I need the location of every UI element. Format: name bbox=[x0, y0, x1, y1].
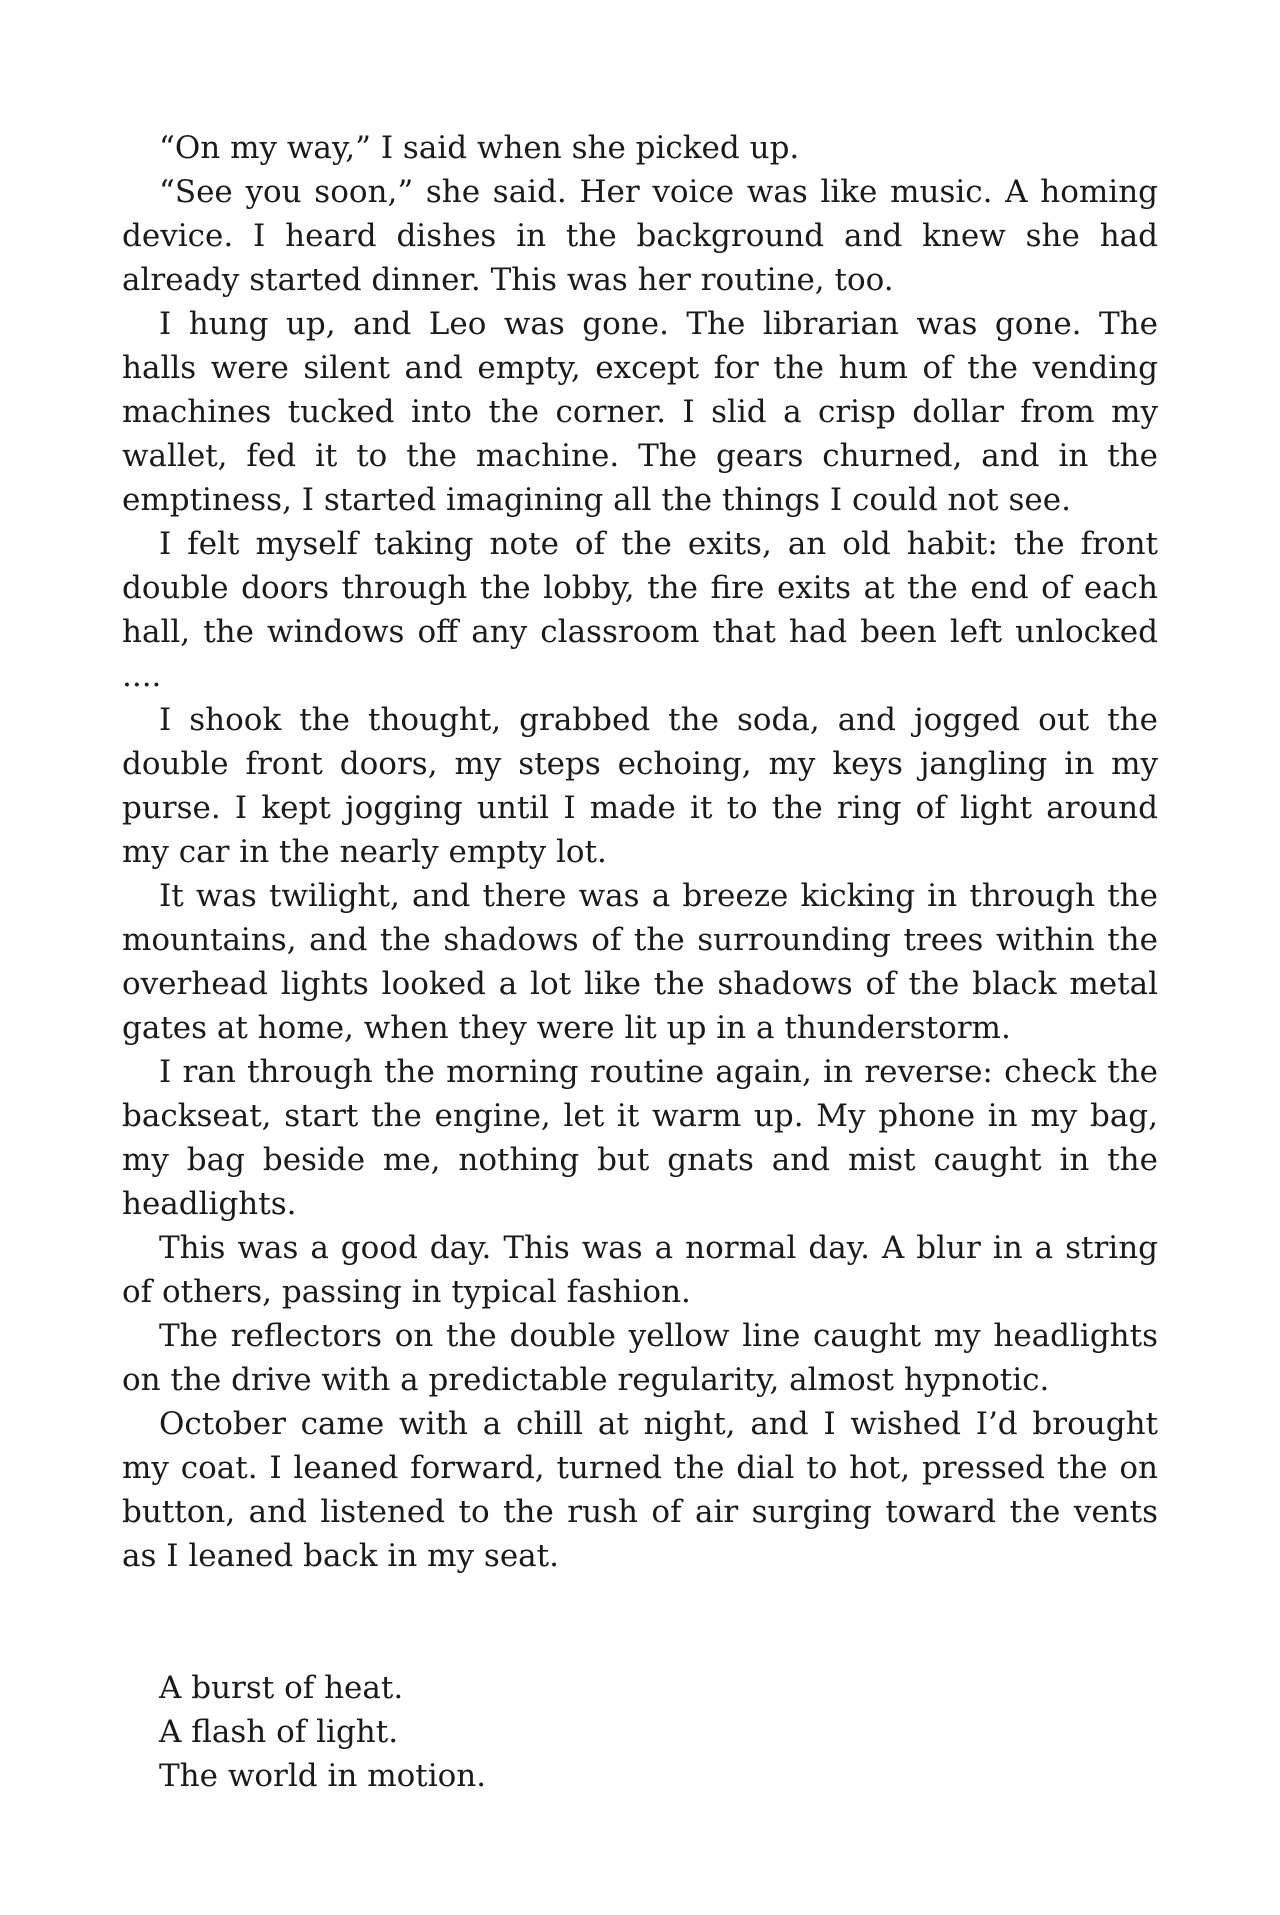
paragraph: I shook the thought, grabbed the soda, and jogged out the double front doors, my steps echoing, my keys jangling in my purse. I kept jogging until I made it to the ring of light around my car in the nearly empty lot. bbox=[122, 702, 1158, 870]
section-break bbox=[122, 1578, 1158, 1666]
paragraph: “On my way,” I said when she picked up. bbox=[159, 130, 800, 166]
coda-line: A burst of heat. bbox=[159, 1670, 404, 1706]
coda-line: A flash of light. bbox=[159, 1714, 399, 1750]
paragraph: I ran through the morning routine again, in reverse: check the backseat, start the engine, let it warm up. My phone in my bag, my bag beside me, nothing but gnats and mist caught in the headlights. bbox=[122, 1054, 1158, 1222]
paragraph: It was twilight, and there was a breeze kicking in through the mountains, and the shadows of the surrounding trees within the overhead lights looked a lot like the shadows of the black metal gates at home, when they were lit up in a thunderstorm. bbox=[122, 878, 1158, 1046]
paragraph: This was a good day. This was a normal day. A blur in a string of others, passing in typical fashion. bbox=[122, 1230, 1158, 1310]
paragraph: The reflectors on the double yellow line caught my headlights on the drive with a predictable regularity, almost hypnotic. bbox=[122, 1318, 1158, 1398]
paragraph: “See you soon,” she said. Her voice was like music. A homing device. I heard dishes in the background and knew she had already started dinner. This was her routine, too. bbox=[122, 174, 1158, 298]
paragraph: October came with a chill at night, and I wished I’d brought my coat. I leaned forward, turned the dial to hot, pressed the on button, and listened to the rush of air surging toward the vents as I leaned back in my seat. bbox=[122, 1406, 1158, 1574]
coda-line: The world in motion. bbox=[159, 1758, 487, 1794]
paragraph: I felt myself taking note of the exits, an old habit: the front double doors through the lobby, the fire exits at the end of each hall, the windows off any classroom that had been left unlocked .... bbox=[122, 526, 1158, 694]
book-page bbox=[122, 126, 1158, 1798]
paragraph: I hung up, and Leo was gone. The librarian was gone. The halls were silent and empty, except for the hum of the vending machines tucked into the corner. I slid a crisp dollar from my wallet, fed it to the machine. The gears churned, and in the emptiness, I started imagining all the things I could not see. bbox=[122, 306, 1158, 518]
